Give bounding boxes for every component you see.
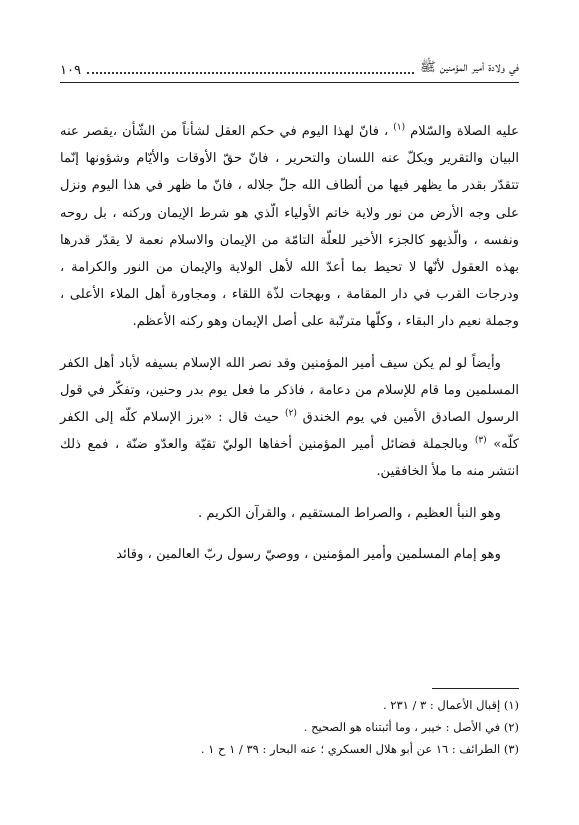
footnote-1: (١) إقبال الأعمال : ٣ / ٢٣١ . [382, 698, 519, 712]
paragraph-2-part-1: وأيضاً لو لم يكن سيف أمير المؤمنين وقد نصر الله الإسلام بسيفه لأباد أهل الكفر المسلمين وما قام للإسلام من دعامة ، فاذكر ما فعل يوم بدر وحنين، وتفكّر في قول الرسول الصادق الأمين في يوم الخندق [60, 355, 519, 426]
paragraph-4: وهو إمام المسلمين وأمير المؤمنين ، ووصيّ رسول ربّ العالمين ، وقائد [116, 546, 501, 562]
paragraph-1-part-2: ، فانّ لهذا اليوم في حكم العقل لشأناً من الشّأن ،يقصر عنه البيان والتقرير ويكلّ عنه اللسان والتحرير ، فانّ حقّ الأوقات والأيّام وشؤونها إنّما تتقدّر بقدر ما يظهر فيها من ألطاف الله جلّ جلاله ، فانّ ما ظهر في هذا اليوم ونزل على وجه الأرض من نور ولاية خاتم الأولياء الّذي هو شرط الإيمان وركنه ، بل روحه ونفسه ، والّذيهو كالجزء الأخير للعلّة التامّة من الإيمان والاسلام نعمة لا يقدّر قدرها بهذه العقول لأنّها لا تحيط بما أعدّ الله لأهل الولاية والإيمان من النور والكرامة ، ودرجات القرب في دار المقامة ، وبهجات لذّة اللقاء ، ومجاورة أهل الملاء الأعلى ، وجملة نعيم دار البقاء ، وكلّها مترتّبة على أصل الإيمان وهو ركنه الأعظم. [60, 124, 519, 330]
running-header [60, 54, 519, 83]
footnote-ref-3: (٣) [474, 435, 487, 446]
paragraph-3: وهو النبأ العظيم ، والصراط المستقيم ، والقرآن الكريم . [198, 505, 501, 521]
paragraph-2-part-3: وبالجملة فضائل أمير المؤمنين أخفاها الوليّ تقيّة والعدّو ضنّة ، فمع ذلك انتشر منه ما ملأ الخافقين. [60, 437, 519, 480]
paragraph-1 [60, 118, 519, 336]
main-text [60, 118, 519, 582]
footnote-2: (٢) في الأصل : خيبر ، وما أثبتناه هو الصحيح . [303, 720, 519, 734]
leader-dots [87, 72, 414, 74]
paragraph-2-part-2: حيث قال : «برز الإسلام كلّه إلى الكفر كلّه» [60, 410, 519, 453]
footnote-3: (٣) الطرائف : ١٦ عن أبو هلال العسكري ؛ عنه البحار : ٣٩ / ١ ح ١ . [200, 742, 519, 756]
footnotes [60, 694, 519, 760]
page-number: ١٠٩ [60, 63, 81, 78]
paragraph-1-part-1: عليه الصلاة والسّلام [410, 124, 520, 139]
paragraph-2 [60, 350, 519, 486]
footnote-ref-1: (١) [393, 122, 406, 133]
running-title: في ولادة أمير المؤمنين ﷺ [420, 60, 519, 75]
footnote-ref-2: (٢) [284, 408, 297, 419]
footnote-separator [432, 688, 519, 689]
